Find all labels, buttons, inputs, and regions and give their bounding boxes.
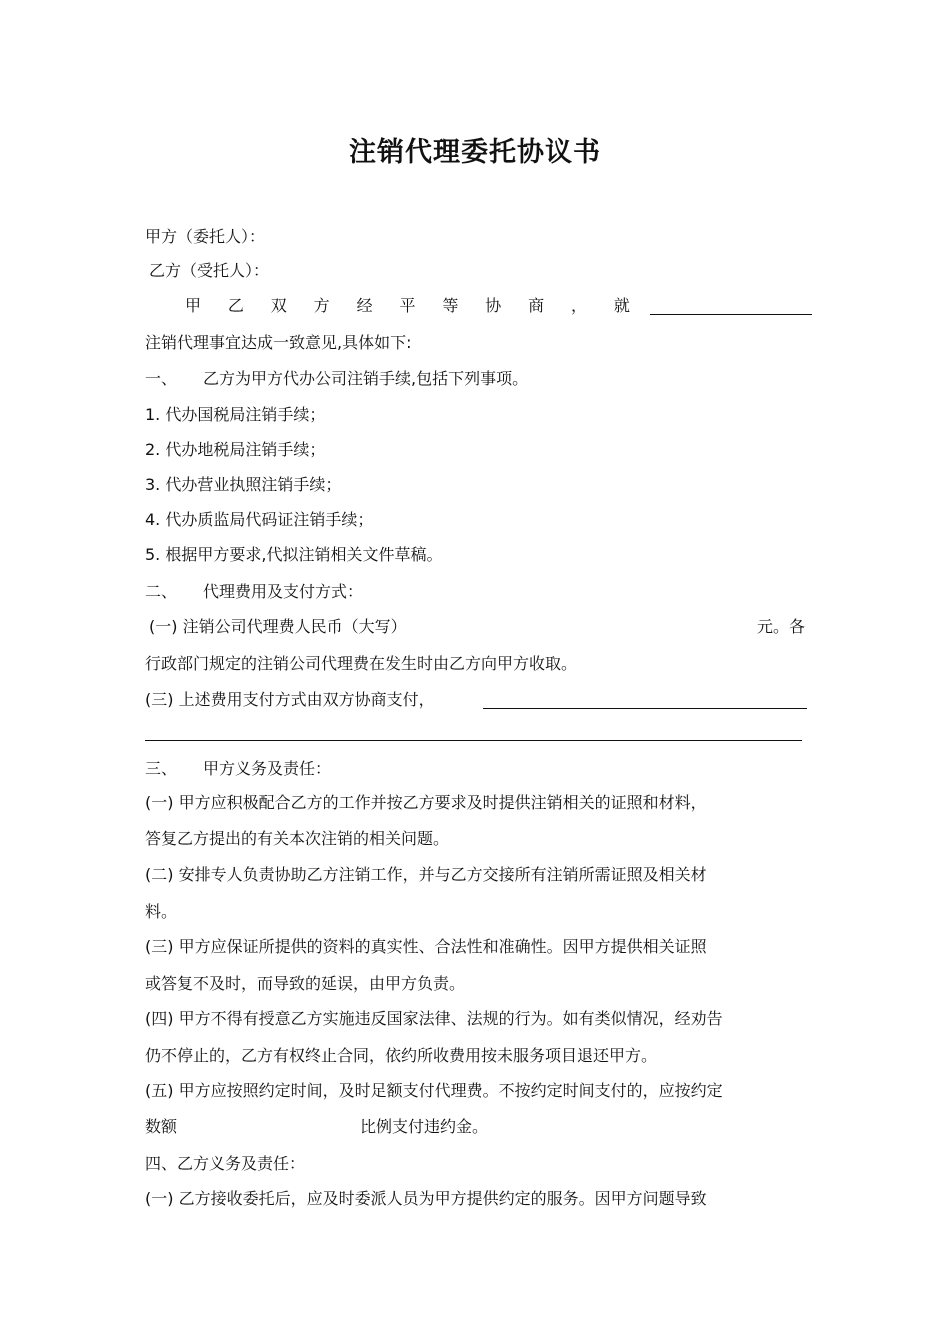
intro-char: 乙 xyxy=(227,296,244,315)
section-text: 乙方为甲方代办公司注销手续,包括下列事项。 xyxy=(203,369,529,388)
fee-line-1: (一) 注销公司代理费人民币（大写） xyxy=(149,617,407,636)
obligation-a3-cont: 或答复不及时，而导致的延误，由甲方负责。 xyxy=(145,974,466,993)
intro-char: 经 xyxy=(356,296,373,315)
obligation-a4: (四) 甲方不得有授意乙方实施违反国家法律、法规的行为。如有类似情况，经劝告 xyxy=(145,1009,723,1028)
list-item: 4. 代办质监局代码证注销手续； xyxy=(145,510,374,529)
intro-char: 商 xyxy=(528,296,545,315)
intro-char: 双 xyxy=(270,296,287,315)
party-b-line: 乙方（受托人）： xyxy=(149,261,270,280)
section-2-heading xyxy=(145,581,363,603)
section-3-heading xyxy=(145,758,331,780)
obligation-b1: (一) 乙方接收委托后，应及时委派人员为甲方提供约定的服务。因甲方问题导致 xyxy=(145,1189,707,1208)
section-4-heading: 四、乙方义务及责任： xyxy=(145,1154,306,1173)
obligation-a3: (三) 甲方应保证所提供的资料的真实性、合法性和准确性。因甲方提供相关证照 xyxy=(145,937,707,956)
obligation-a5-cont-start: 数额 xyxy=(145,1117,178,1136)
document-title: 注销代理委托协议书 xyxy=(349,137,601,168)
list-item: 5. 根据甲方要求,代拟注销相关文件草稿。 xyxy=(145,545,443,564)
intro-char: 就 xyxy=(613,296,630,315)
section-number: 三、 xyxy=(145,759,178,778)
fee-line-3: (三) 上述费用支付方式由双方协商支付， xyxy=(145,690,435,709)
payment-blank-underline xyxy=(483,708,807,709)
section-text: 代理费用及支付方式： xyxy=(203,582,364,601)
obligation-a2: (二) 安排专人负责协助乙方注销工作，并与乙方交接所有注销所需证照及相关材 xyxy=(145,865,707,884)
intro-blank-underline xyxy=(650,314,812,315)
intro-continuation: 注销代理事宜达成一致意见,具体如下: xyxy=(145,333,412,352)
obligation-a4-cont: 仍不停止的，乙方有权终止合同，依约所收费用按未服务项目退还甲方。 xyxy=(145,1046,658,1065)
obligation-a1-cont: 答复乙方提出的有关本次注销的相关问题。 xyxy=(145,829,450,848)
section-number: 一、 xyxy=(145,369,178,388)
intro-char: 协 xyxy=(485,296,502,315)
section-1-heading xyxy=(145,368,528,390)
intro-char: 平 xyxy=(399,296,416,315)
list-item: 1. 代办国税局注销手续； xyxy=(145,405,326,424)
fee-line-1-cont: 行政部门规定的注销公司代理费在发生时由乙方向甲方收取。 xyxy=(145,654,578,673)
intro-char: 甲 xyxy=(185,296,202,315)
intro-char: 方 xyxy=(313,296,330,315)
intro-char: 等 xyxy=(442,296,459,315)
party-a-line: 甲方（委托人）： xyxy=(145,227,266,246)
fee-line-1-end: 元。各 xyxy=(757,617,806,636)
payment-blank-underline-2 xyxy=(145,740,802,741)
intro-spaced-line xyxy=(185,295,630,317)
section-text: 甲方义务及责任： xyxy=(203,759,332,778)
obligation-a5: (五) 甲方应按照约定时间，及时足额支付代理费。不按约定时间支付的，应按约定 xyxy=(145,1081,723,1100)
intro-char: ， xyxy=(571,296,588,315)
list-item: 3. 代办营业执照注销手续； xyxy=(145,475,342,494)
obligation-a2-cont: 料。 xyxy=(145,902,178,921)
obligation-a1: (一) 甲方应积极配合乙方的工作并按乙方要求及时提供注销相关的证照和材料， xyxy=(145,793,707,812)
list-item: 2. 代办地税局注销手续； xyxy=(145,440,326,459)
obligation-a5-cont-end: 比例支付违约金。 xyxy=(360,1117,489,1136)
section-number: 二、 xyxy=(145,582,178,601)
